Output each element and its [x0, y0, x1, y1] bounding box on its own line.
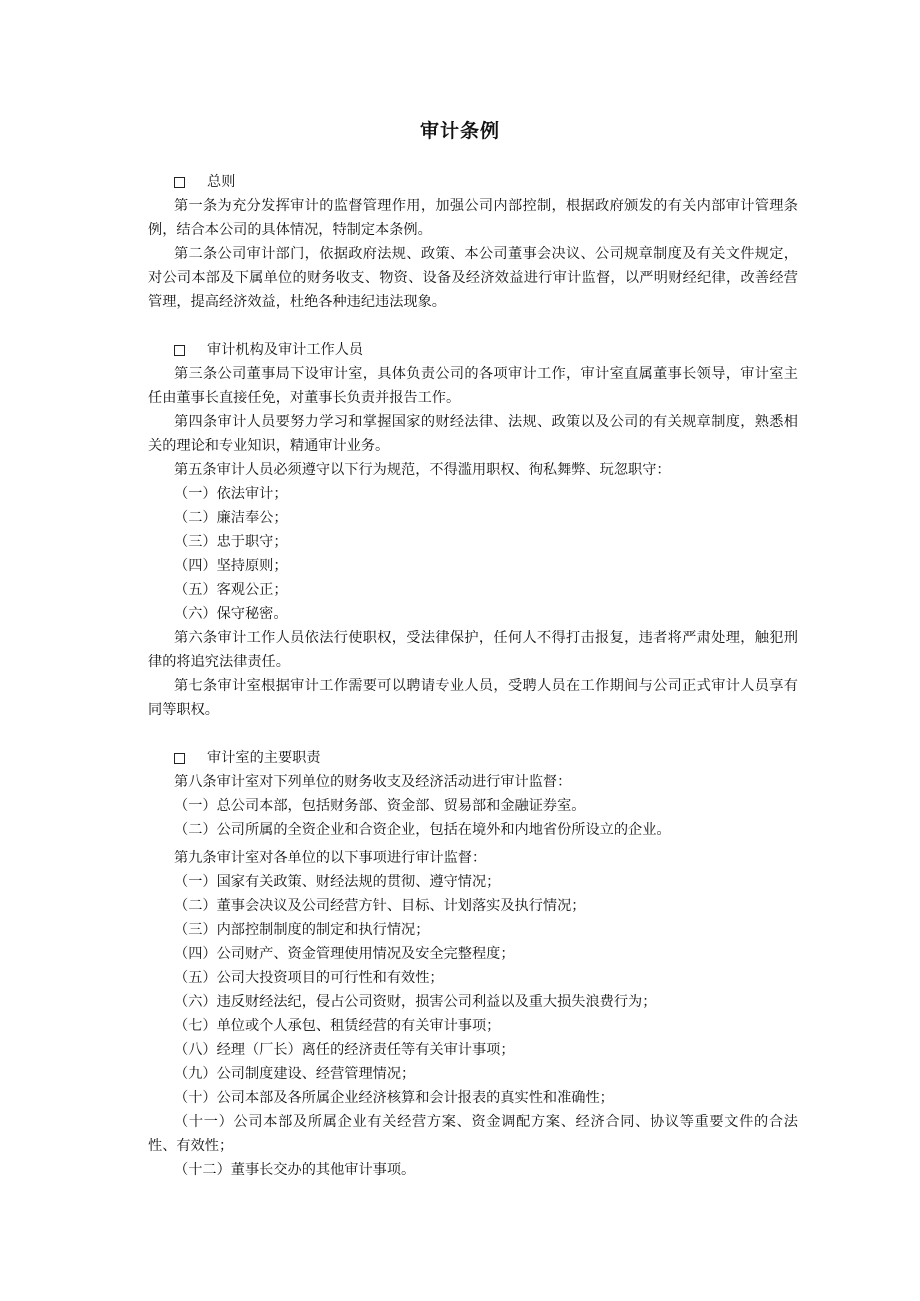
list-item: （七）单位或个人承包、租赁经营的有关审计事项；	[174, 1018, 501, 1034]
list-item: （三）忠于职守；	[174, 534, 288, 550]
article-7: 第七条审计室根据审计工作需要可以聘请专业人员，受聘人员在工作期间与公司正式审计人员享有同等职权。	[148, 678, 798, 718]
article-3: 第三条公司董事局下设审计室，具体负责公司的各项审计工作，审计室直属董事长领导，审计室主任由董事长直接任免，对董事长负责并报告工作。	[148, 366, 798, 406]
section-heading-duties	[148, 746, 798, 770]
checkbox-bullet-icon	[174, 753, 185, 764]
list-item: （三）内部控制制度的制定和执行情况；	[174, 922, 430, 938]
list-item: （八）经理（厂长）离任的经济责任等有关审计事项；	[174, 1042, 515, 1058]
article-1: 第一条为充分发挥审计的监督管理作用，加强公司内部控制，根据政府颁发的有关内部审计管理条例，结合本公司的具体情况，特制定本条例。	[148, 198, 798, 238]
document-title: 审计条例	[419, 120, 500, 142]
article-5: 第五条审计人员必须遵守以下行为规范，不得滥用职权、徇私舞弊、玩忽职守：	[174, 462, 671, 478]
list-item: （二）廉洁奉公；	[174, 510, 288, 526]
article-4: 第四条审计人员要努力学习和掌握国家的财经法律、法规、政策以及公司的有关规章制度，熟悉相关的理论和专业知识，精通审计业务。	[148, 414, 798, 454]
section-heading-org	[148, 338, 798, 362]
list-item: （一）依法审计；	[174, 486, 288, 502]
article-9: 第九条审计室对各单位的以下事项进行审计监督：	[174, 850, 487, 866]
list-item: （四）坚持原则；	[174, 558, 288, 574]
article-6: 第六条审计工作人员依法行使职权，受法律保护，任何人不得打击报复，违者将严肃处理，触犯刑律的将追究法律责任。	[148, 630, 798, 670]
checkbox-bullet-icon	[174, 345, 185, 356]
section-heading-text: 审计机构及审计工作人员	[207, 342, 364, 358]
checkbox-bullet-icon	[174, 177, 185, 188]
article-2: 第二条公司审计部门，依据政府法规、政策、本公司董事会决议、公司规章制度及有关文件规定，对公司本部及下属单位的财务收支、物资、设备及经济效益进行审计监督，以严明财经纪律，改善经营管理，提高经济效益，杜绝各种违纪违法现象。	[148, 246, 798, 310]
list-item: （九）公司制度建设、经营管理情况；	[174, 1066, 416, 1082]
list-item: （十一）公司本部及所属企业有关经营方案、资金调配方案、经济合同、协议等重要文件的合法性、有效性；	[148, 1114, 798, 1154]
list-item: （五）公司大投资项目的可行性和有效性；	[174, 970, 444, 986]
list-item: （二）董事会决议及公司经营方针、目标、计划落实及执行情况；	[174, 898, 586, 914]
list-item: （六）违反财经法纪，侵占公司资财，损害公司利益以及重大损失浪费行为；	[174, 994, 657, 1010]
list-item: （一）总公司本部，包括财务部、资金部、贸易部和金融证券室。	[174, 798, 586, 814]
list-item: （十二）董事长交办的其他审计事项。	[174, 1162, 416, 1178]
document-body	[148, 170, 798, 1182]
list-item: （二）公司所属的全资企业和合资企业，包括在境外和内地省份所设立的企业。	[174, 822, 671, 838]
article-8: 第八条审计室对下列单位的财务收支及经济活动进行审计监督：	[174, 774, 572, 790]
list-item: （五）客观公正；	[174, 582, 288, 598]
section-heading-general	[148, 170, 798, 194]
section-heading-text: 审计室的主要职责	[207, 750, 321, 766]
list-item: （十）公司本部及各所属企业经济核算和会计报表的真实性和准确性；	[174, 1090, 614, 1106]
list-item: （六）保守秘密。	[174, 606, 288, 622]
list-item: （一）国家有关政策、财经法规的贯彻、遵守情况；	[174, 874, 501, 890]
section-heading-text: 总则	[207, 174, 236, 190]
list-item: （四）公司财产、资金管理使用情况及安全完整程度；	[174, 946, 515, 962]
